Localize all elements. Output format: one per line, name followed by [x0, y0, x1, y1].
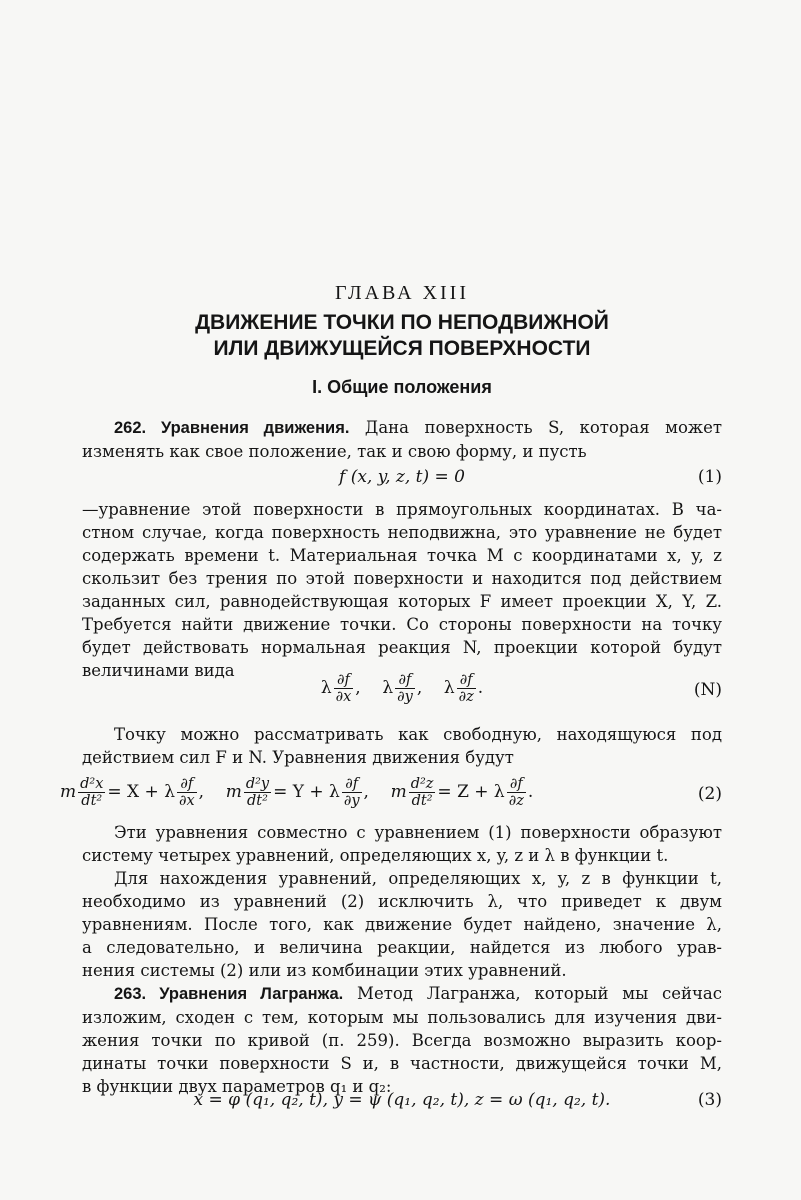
text-line: действием сил F и N. Уравнения движения будут — [82, 748, 514, 767]
text-line: Эти уравнения совместно с уравнением (1) поверхности образуют — [114, 823, 722, 842]
chapter-title — [82, 310, 722, 362]
equation-1-number: (1) — [697, 467, 722, 487]
paragraph-262-line-1 — [82, 416, 722, 440]
text-line: величинами вида — [82, 661, 235, 680]
text-line: динаты точки поверхности S и, в частности, движущейся точки M, — [82, 1054, 722, 1073]
equation-3-expression: x = φ (q₁, q₂, t), y = ψ (q₁, q₂, t), z = ω (q₁, q₂, t). — [193, 1090, 611, 1110]
section-262-heading: 262. Уравнения движения. — [114, 419, 350, 437]
equation-2-number: (2) — [697, 784, 722, 804]
text-line: содержать времени t. Материальная точка M с координатами x, y, z — [82, 546, 722, 565]
equation-1-expression: f (x, y, z, t) = 0 — [339, 467, 465, 487]
paragraph-263-text: Метод Лагранжа, который мы сейчас — [357, 984, 722, 1003]
lambda-symbol: λ — [320, 678, 332, 698]
text-line: жения точки по кривой (п. 259). Всегда возможно выразить коор- — [82, 1031, 722, 1050]
equation-1 — [82, 467, 722, 497]
chapter-title-line-1: ДВИЖЕНИЕ ТОЧКИ ПО НЕПОДВИЖНОЙ — [195, 311, 609, 334]
equation-3 — [82, 1090, 722, 1120]
lambda-symbol: λ — [443, 678, 455, 698]
equation-2 — [60, 776, 722, 816]
text-line: Требуется найти движение точки. Со стороны поверхности на точку — [82, 615, 722, 634]
paragraph-262-line-2: изменять как свое положение, так и свою форму, и пусть — [82, 442, 587, 461]
section-title: I. Общие положения — [312, 377, 492, 397]
paragraph-262-conclusion — [82, 821, 722, 982]
lambda-symbol: λ — [382, 678, 394, 698]
equation-N-expression: λ $\frac{\partial f}{\partial x}$ , λ $\frac{\partial f}{\partial y}$ , λ $\frac{\partial f}{\partial z}$ . — [320, 672, 484, 705]
fraction-df-dx: $\frac{\partial f}{\partial x}$ — [335, 672, 352, 705]
text-line: Для нахождения уравнений, определяющих x, y, z в функции t, — [114, 869, 722, 888]
section-263-heading: 263. Уравнения Лагранжа. — [114, 985, 344, 1003]
text-line: а следовательно, и величина реакции, найдется из любого урав- — [82, 938, 722, 957]
equation-N-label: (N) — [693, 680, 722, 700]
paragraph-262-motion — [82, 723, 722, 769]
paragraph-262-intro — [82, 416, 722, 463]
text-line: систему четырех уравнений, определяющих x, y, z и λ в функции t. — [82, 846, 669, 865]
text-line: Точку можно рассматривать как свободную, находящуюся под — [114, 725, 722, 744]
fraction-df-dz: $\frac{\partial f}{\partial z}$ — [458, 672, 474, 705]
text-line: нения системы (2) или из комбинации этих уравнений. — [82, 961, 567, 980]
equation-3-number: (3) — [697, 1090, 722, 1110]
paragraph-262-body — [82, 498, 722, 682]
text-line: изложим, сходен с тем, которым мы пользовались для изучения дви- — [82, 1008, 722, 1027]
equation-2-expression: m $\frac{\text{d²x}}{\text{dt²}}$ = X + λ $\frac{\partial f}{\partial x}$ , m $\frac{\text{d²y}}{\text{dt²}}$ = Y + λ $\frac{\partial f}{\partial y}$ , m $\frac{\text{d²z}}{\text{dt²}}$ = Z + λ $\frac{\partial f}{\partial z}$ . — [60, 776, 534, 809]
fraction-df-dy: $\frac{\partial f}{\partial y}$ — [397, 672, 413, 705]
equation-N — [82, 672, 722, 712]
text-line: —уравнение этой поверхности в прямоугольных координатах. В ча- — [82, 500, 722, 519]
text-line: заданных сил, равнодействующая которых F имеет проекции X, Y, Z. — [82, 592, 722, 611]
text-line: скользит без трения по этой поверхности и находится под действием — [82, 569, 722, 588]
paragraph-263-line-1 — [82, 982, 722, 1006]
text-line: уравнениям. После того, как движение будет найдено, значение λ, — [82, 915, 722, 934]
paragraph-262-text: Дана поверхность S, которая может — [364, 418, 723, 437]
chapter-label: ГЛАВА XIII — [334, 282, 469, 304]
text-line: в функции двух параметров q₁ и q₂: — [82, 1077, 392, 1096]
text-line: стном случае, когда поверхность неподвижна, это уравнение не будет — [82, 523, 722, 542]
text-line: будет действовать нормальная реакция N, проекции которой будут — [82, 638, 722, 657]
paragraph-263 — [82, 982, 722, 1098]
text-line: необходимо из уравнений (2) исключить λ, что приведет к двум — [82, 892, 722, 911]
chapter-title-line-2: ИЛИ ДВИЖУЩЕЙСЯ ПОВЕРХНОСТИ — [213, 337, 591, 360]
